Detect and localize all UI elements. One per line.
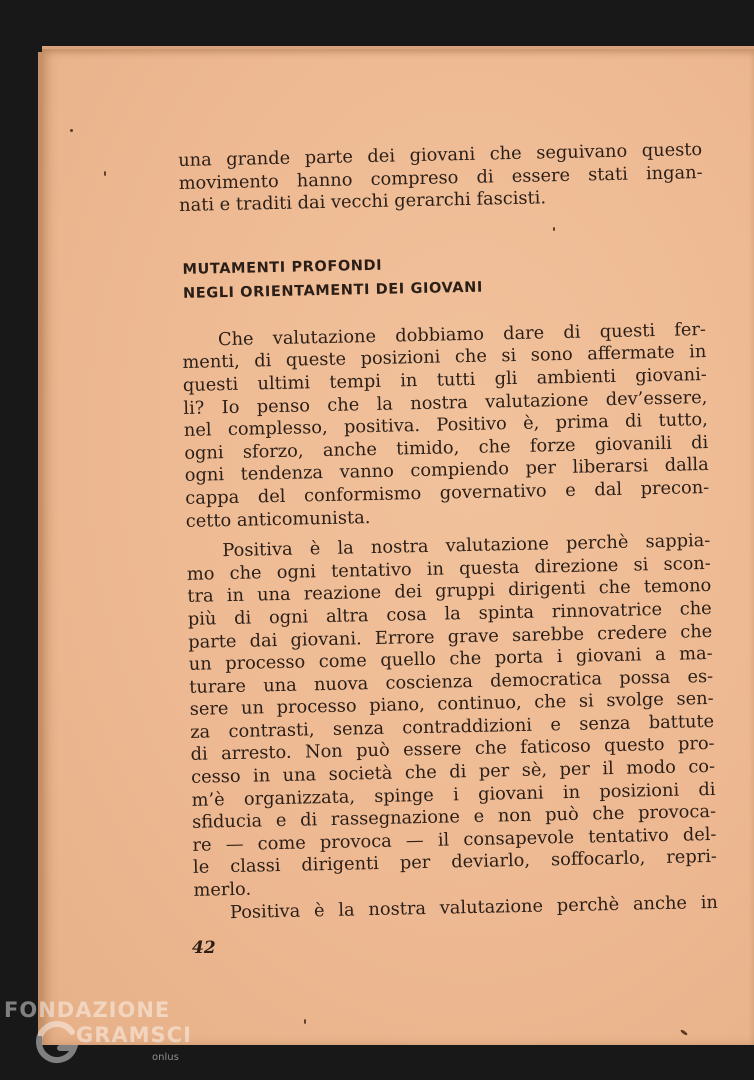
text-line: ogni tendenza vanno compiendo per liberarsi dalla — [184, 454, 709, 487]
text-line: le classi dirigenti per deviarlo, soffocarlo, repri- — [192, 846, 718, 879]
text-line: merlo. — [193, 878, 252, 901]
text-line: di arresto. Non può essere che faticoso questo pro- — [190, 733, 715, 766]
watermark-line-2: GRAMSCI — [76, 1023, 192, 1047]
text-line: una grande parte dei giovani che seguivano questo — [178, 139, 703, 171]
text-line: cappa del conformismo governativo e dal precon- — [185, 476, 710, 509]
text-line: un processo come quello che porta i giovani a ma- — [188, 643, 713, 675]
paragraph-1 — [182, 319, 710, 533]
heading-line: NEGLI ORIENTAMENTI DEI GIOVANI — [182, 279, 484, 302]
text-line: parte dai giovani. Errore grave sarebbe credere che — [188, 620, 713, 653]
text-line: nati e traditi dai vecchi gerarchi fascisti. — [178, 187, 547, 217]
fondazione-gramsci-watermark — [2, 996, 192, 1076]
text-line: più di ogni altra cosa la spinta rinnovatrice che — [187, 597, 712, 630]
paper-speck — [304, 1019, 306, 1024]
text-line: tra in una reazione dei gruppi dirigenti che temono — [187, 575, 712, 608]
text-line: Positiva è la nostra valutazione perchè anche in — [229, 891, 719, 923]
text-line: turare una nuova coscienza democratica possa es- — [189, 665, 714, 698]
section-heading — [182, 247, 705, 306]
text-line: li? Io penso che la nostra valutazione dev’essere, — [183, 386, 708, 419]
text-line: movimento hanno compreso di essere stati ingan- — [178, 161, 703, 194]
text-line: ogni sforzo, anche timido, che forze giovanili di — [184, 431, 709, 464]
watermark-line-1: FONDAZIONE — [4, 998, 171, 1022]
text-line: Positiva è la nostra valutazione perchè sappia- — [222, 530, 711, 562]
text-line: menti, di queste posizioni che si sono affermate in — [182, 341, 707, 374]
text-line: sfiducia e di rassegnazione e non può che provoca- — [191, 801, 717, 834]
text-line: cetto anticomunista. — [185, 506, 371, 532]
text-line: nel complesso, positiva. Positivo è, prima di tutto, — [183, 409, 708, 442]
text-line: questi ultimi tempi in tutti gli ambienti giovani- — [182, 363, 708, 396]
paragraph-2 — [186, 530, 717, 902]
text-line: sere un processo piano, continuo, che si svolge sen- — [189, 688, 714, 721]
text-line: Che valutazione dobbiamo dare di questi fer- — [217, 318, 707, 350]
watermark-onlus: onlus — [152, 1052, 179, 1063]
paper-speck — [104, 171, 106, 176]
intro-paragraph — [178, 139, 703, 218]
paper-speck — [680, 1029, 688, 1036]
text-line: m’è organizzata, spinge i giovani in posizioni di — [191, 778, 716, 811]
paper-speck — [70, 129, 73, 132]
text-line: cesso in una società che di per sè, per il modo co- — [190, 755, 716, 788]
text-line: re — come provoca — il consapevole tentativo del- — [192, 823, 717, 856]
page-text — [178, 139, 718, 925]
page-number: 42 — [192, 938, 216, 958]
text-line: za contrasti, senza contraddizioni e senza battute — [189, 710, 715, 743]
text-line: mo che ogni tentativo in questa direzione si scon- — [186, 552, 711, 585]
heading-line: MUTAMENTI PROFONDI — [182, 257, 383, 278]
gramsci-logo-icon — [32, 1018, 80, 1066]
